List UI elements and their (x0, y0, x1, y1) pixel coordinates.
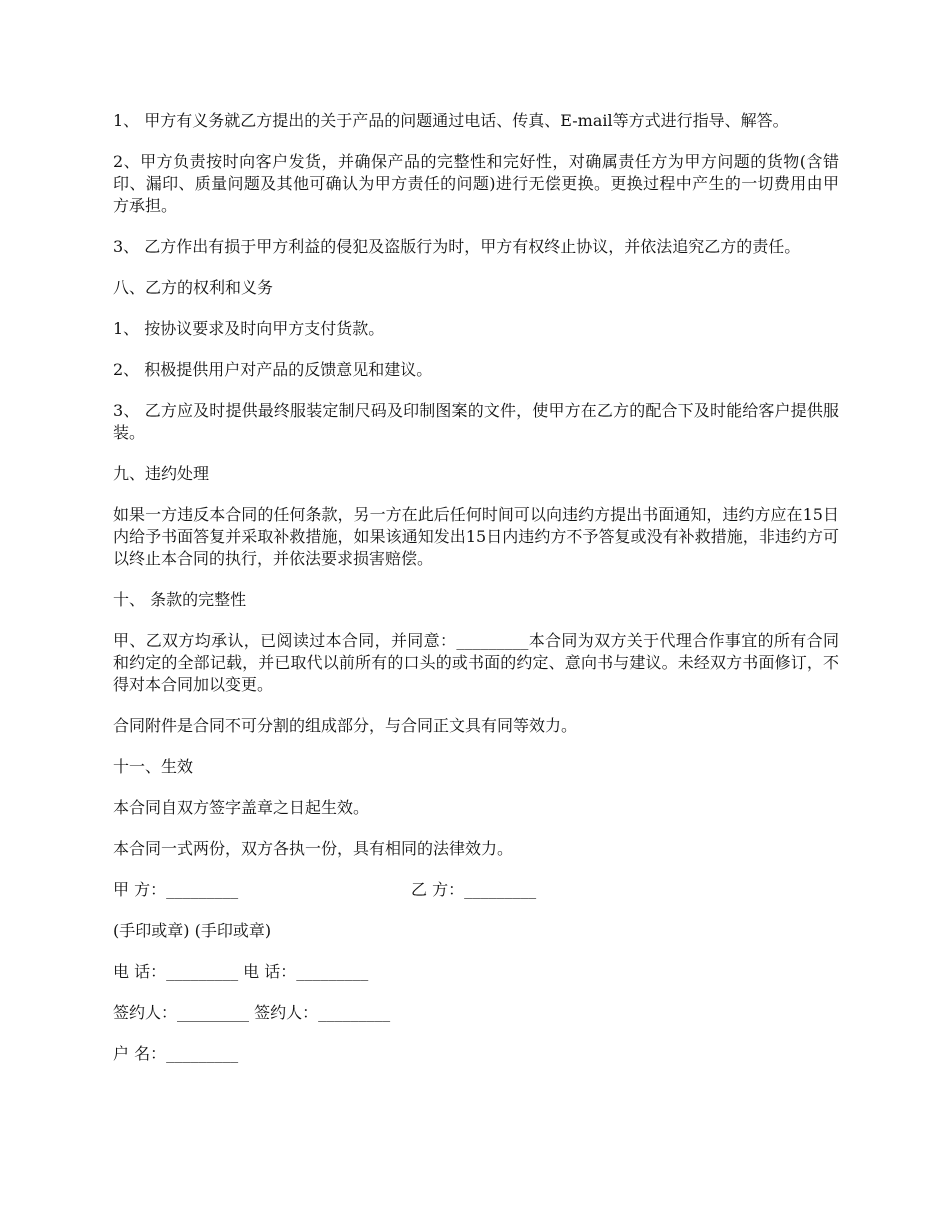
clause-a1: 1、 甲方有义务就乙方提出的关于产品的问题通过电话、传真、E-mail等方式进行指导、解答。 (113, 111, 789, 130)
party-a-field: 甲 方：_________ (113, 880, 239, 899)
clause-b2: 2、 积极提供用户对产品的反馈意见和建议。 (113, 360, 433, 379)
integrity-clause: 甲、乙双方均承认，已阅读过本合同，并同意：_________本合同为双方关于代理合作事宜的所有合同和约定的全部记载，并已取代以前所有的口头的或书面的约定、意向书与建议。未经双方书面修订，不得对本合同加以变更。 (113, 631, 839, 694)
section-heading-8: 八、乙方的权利和义务 (113, 278, 274, 297)
signer-line: 签约人：_________ 签约人：_________ (113, 1003, 391, 1022)
clause-a2: 2、甲方负责按时向客户发货，并确保产品的完整性和完好性，对确属责任方为甲方问题的货物(含错印、漏印、质量问题及其他可确认为甲方责任的问题)进行无偿更换。更换过程中产生的一切费用由甲方承担。 (113, 152, 839, 215)
party-b-field: 乙 方：_________ (411, 880, 537, 899)
section-heading-10: 十、 条款的完整性 (113, 590, 247, 609)
clause-b1: 1、 按协议要求及时向甲方支付货款。 (113, 319, 385, 338)
breach-clause: 如果一方违反本合同的任何条款，另一方在此后任何时间可以向违约方提出书面通知，违约方应在15日内给予书面答复并采取补救措施，如果该通知发出15日内违约方不予答复或没有补救措施，非违约方可以终止本合同的执行，并依法要求损害赔偿。 (113, 505, 839, 568)
section-heading-9: 九、违约处理 (113, 464, 210, 483)
annex-clause: 合同附件是合同不可分割的组成部分，与合同正文具有同等效力。 (113, 716, 578, 735)
effective-clause: 本合同自双方签字盖章之日起生效。 (113, 798, 370, 817)
section-heading-11: 十一、生效 (113, 757, 194, 776)
clause-a3: 3、 乙方作出有损于甲方利益的侵犯及盗版行为时，甲方有权终止协议，并依法追究乙方的责任。 (113, 237, 801, 256)
phone-line: 电 话：_________ 电 话：_________ (113, 962, 369, 981)
seal-line: (手印或章) (手印或章) (113, 921, 272, 940)
signature-parties-row (113, 879, 839, 901)
copies-clause: 本合同一式两份，双方各执一份，具有相同的法律效力。 (113, 839, 514, 858)
clause-b3: 3、 乙方应及时提供最终服装定制尺码及印制图案的文件，使甲方在乙方的配合下及时能给客户提供服装。 (113, 401, 839, 442)
account-name-line: 户 名：_________ (113, 1044, 239, 1063)
document-body (113, 110, 839, 1084)
